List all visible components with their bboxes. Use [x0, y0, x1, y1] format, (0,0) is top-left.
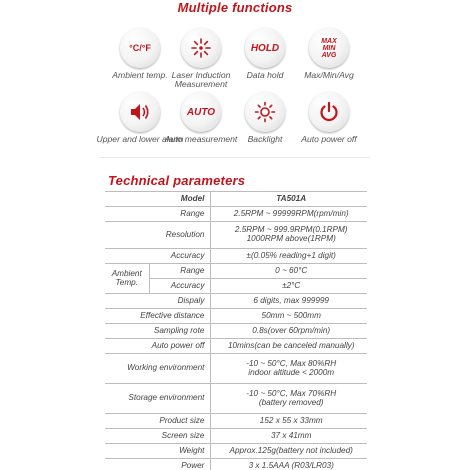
spec-key: Accuracy	[105, 249, 211, 264]
spec-key: Dispaly	[105, 294, 211, 309]
spec-key: Product size	[105, 414, 211, 429]
section-divider	[100, 157, 370, 158]
spec-key: Accuracy	[149, 279, 211, 294]
table-row	[105, 339, 367, 354]
power-icon	[309, 92, 349, 132]
sun-backlight-icon	[245, 92, 285, 132]
spec-value: Approx.125g(battery not included)	[211, 444, 367, 459]
table-row	[105, 324, 367, 339]
table-row	[105, 207, 367, 222]
spec-table	[105, 191, 367, 470]
feature-max-min-avg	[281, 28, 377, 80]
feature-label: Ambient temp.	[112, 70, 168, 80]
spec-value: TA501A	[211, 192, 367, 207]
feature-label: Data hold	[246, 70, 284, 80]
laser-burst-icon	[181, 28, 221, 68]
spec-key: Range	[105, 207, 211, 222]
feature-label: Laser Induction Measurement	[171, 70, 231, 89]
spec-value: 10mins(can be canceled manually)	[211, 339, 367, 354]
table-row	[105, 444, 367, 459]
auto-icon: AUTO	[181, 92, 221, 132]
spec-key: Sampling rote	[105, 324, 211, 339]
spec-key: Power	[105, 459, 211, 470]
feature-auto-power-off	[281, 92, 377, 144]
features-title: Multiple functions	[177, 0, 293, 15]
spec-value	[211, 222, 367, 249]
spec-value: ±2°C	[211, 279, 367, 294]
spec-key: Auto power off	[105, 339, 211, 354]
table-row	[105, 414, 367, 429]
spec-value: 152 x 55 x 33mm	[211, 414, 367, 429]
table-row	[105, 354, 367, 384]
spec-value	[211, 354, 367, 384]
spec-value-line: -10 ~ 50°C, Max 80%RH	[246, 358, 337, 368]
feature-label: Auto measurement	[164, 134, 238, 144]
feature-label: Auto power off	[301, 134, 357, 144]
spec-group-label: Ambient Temp.	[105, 264, 149, 294]
spec-key: Storage environment	[105, 384, 211, 414]
feature-label: Upper and lower alarm	[96, 134, 184, 144]
max-min-avg-icon: MAX MIN AVG	[309, 28, 349, 68]
spec-value: 6 digits, max 999999	[211, 294, 367, 309]
table-row	[105, 192, 367, 207]
spec-key: Effective distance	[105, 309, 211, 324]
celsius-fahrenheit-icon: °C/°F	[120, 28, 160, 68]
table-row	[105, 459, 367, 470]
table-row	[105, 384, 367, 414]
hold-icon: HOLD	[245, 28, 285, 68]
spec-value-line: -10 ~ 50°C, Max 70%RH	[246, 388, 337, 398]
table-row	[105, 249, 367, 264]
table-row	[105, 264, 367, 279]
spec-value: ±(0.05% reading+1 digit)	[211, 249, 367, 264]
table-row	[105, 429, 367, 444]
spec-title: Technical parameters	[108, 173, 246, 188]
feature-label: Max/Min/Avg	[304, 70, 354, 80]
spec-key: Working environment	[105, 354, 211, 384]
spec-value-line: indoor altitude < 2000m	[248, 367, 335, 377]
spec-key: Weight	[105, 444, 211, 459]
spec-value-line: 2.5RPM ~ 999.9RPM(0.1RPM)	[234, 225, 348, 235]
table-row	[105, 309, 367, 324]
spec-value: 37 x 41mm	[211, 429, 367, 444]
spec-key: Model	[105, 192, 211, 207]
spec-key: Resolution	[105, 222, 211, 249]
spec-value-line: (battery removed)	[258, 397, 324, 407]
spec-value: 50mm ~ 500mm	[211, 309, 367, 324]
spec-value: 3 x 1.5AAA (R03/LR03)	[211, 459, 367, 470]
spec-value: 2.5RPM ~ 99999RPM(rpm/min)	[211, 207, 367, 222]
spec-value: 0 ~ 60°C	[211, 264, 367, 279]
feature-label: Backlight	[247, 134, 283, 144]
table-row	[105, 222, 367, 249]
spec-value-line: 1000RPM above(1RPM)	[246, 234, 336, 243]
spec-value	[211, 384, 367, 414]
spec-key: Screen size	[105, 429, 211, 444]
spec-key: Range	[149, 264, 211, 279]
spec-value: 0.8s(over 60rpm/min)	[211, 324, 367, 339]
table-row	[105, 294, 367, 309]
